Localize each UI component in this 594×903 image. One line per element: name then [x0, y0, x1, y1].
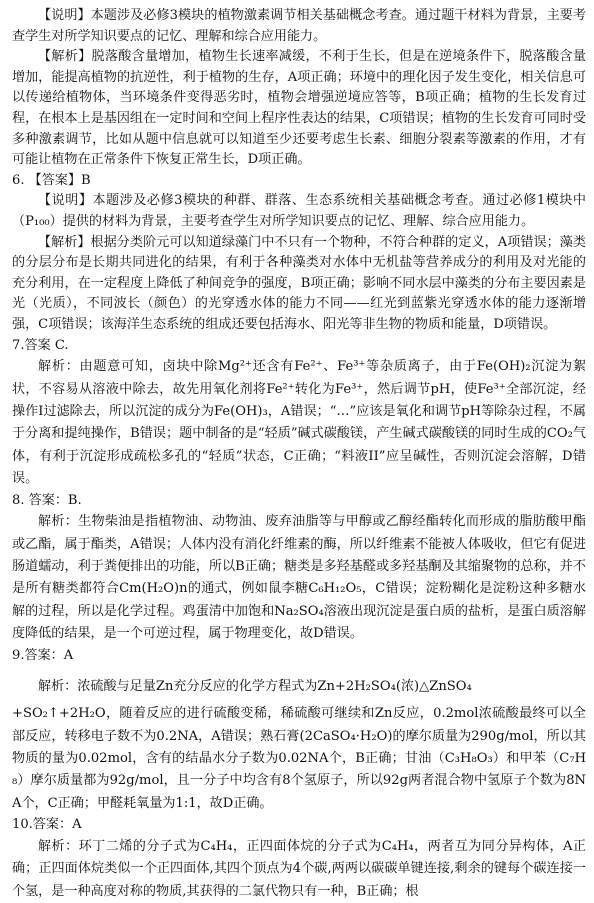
- analysis-q10: 解析：环丁二烯的分子式为C₄H₄，正四面体烷的分子式为C₄H₄，两者互为同分异构体，A正确；正四面体烷类似一个正四面体,其四个顶点为4个碳,两两以碳碳单键连接,剩余的键每个碳连接一个氢，是一种高度对称的物质,其获得的二氯代物只有一种，B正确；根: [12, 838, 586, 899]
- analysis-q9: +SO₂↑+2H₂O，随着反应的进行硫酸变稀，稀硫酸可继续和Zn反应，0.2mol浓硫酸最终可以全部反应，转移电子数不为0.2NA，A错误；熟石膏(2CaSO₄·H₂O)的摩尔质量为290g/mol，所以其物质的量为0.02mol，含有的结晶水分子数为0.02NA个，B正确；甘油（C₃H₈O₃）和甲苯（C₇H₈）摩尔质量都为92g/mol，且一分子中均含有8个氢原子，所以92g两者混合物中氢原子个数为8NA个，C正确；甲醛耗氧量为1:1，故D正确。: [12, 706, 586, 811]
- analysis-q8: 解析：生物柴油是指植物油、动物油、废弃油脂等与甲醇或乙醇经酯转化而形成的脂肪酸甲酯或乙酯，属于酯类，A错误；人体内没有消化纤维素的酶，所以纤维素不能被人体吸收，但它有促进肠道蠕动，利于粪便排出的功能，所以B正确；糖类是多羟基醛或多羟基酮及其缩聚物的总称，并不是所有糖类都符合Cm(H₂O)n的通式，例如鼠李糖C₆H₁₂O₅，C错误；淀粉糊化是淀粉这种多糖水解的过程，所以是化学过程。鸡蛋清中加饱和Na₂SO₄溶液出现沉淀是蛋白质的盐析，是蛋白质溶解度降低的结果，是一个可逆过程，属于物理变化，故D错误。: [12, 514, 586, 642]
- answer-q8: 8. 答案：B.: [12, 492, 82, 508]
- analysis-q6: 【解析】根据分类阶元可以知道绿藻门中不只有一个物种，不符合种群的定义，A项错误；藻类的分层分布是长期共同进化的结果，有利于各种藻类对水体中无机盐等营养成分的利用及对光能的充分利用，在一定程度上降低了种间竞争的强度，B项正确；影响不同水层中藻类的分布主要因素是光（光质），不同波长（颜色）的光穿透水体的能力不同——红光到蓝紫光穿透水体的能力逐渐增强，C项错误；该海洋生态系统的组成还要包括海水、阳光等非生物的物质和能量，D项错误。: [12, 234, 586, 332]
- explanation-q5: 【说明】本题涉及必修3模块的植物激素调节相关基础概念考查。通过题干材料为背景，主要考查学生对所学知识要点的记忆、理解和综合应用能力。: [12, 8, 586, 44]
- analysis-q5: 【解析】脱落酸含量增加，植物生长速率减缓，不利于生长，但是在逆境条件下，脱落酸含量增加，能提高植物的抗逆性，利于植物的生存，A项正确；环境中的理化因子发生变化，相关信息可以传递给植物体，当环境条件变得恶劣时，植物会增强逆境应答等，B项正确；植物的生长发育过程，在根本上是基因组在一定时间和空间上程序性表达的结果，C项错误；植物的生长发育可同时受多种激素调节，比如从题中信息就可以知道至少还要考虑生长素、细胞分裂素等激素的作用，才有可能让植物在正常条件下恢复正常生长，D项正确。: [12, 49, 586, 168]
- analysis-q7: 解析：由题意可知，卤块中除Mg²⁺还含有Fe²⁺、Fe³⁺等杂质离子，由于Fe(OH)₂沉淀为絮状，不容易从溶液中除去，故先用氧化剂将Fe²⁺转化为Fe³⁺，然后调节pH，使Fe³⁺全部沉淀，经操作I过滤除去，所以沉淀的成分为Fe(OH)₃，A错误；“…”应该是氧化和调节pH等除杂过程，不属于分离和提纯操作，B错误；题中制备的是“轻质”碱式碳酸镁，产生碱式碳酸镁的同时生成的CO₂气体，有利于沉淀形成疏松多孔的“轻质”状态，C正确；“料液II”应呈碱性，否则沉淀会溶解，D错误。: [12, 359, 586, 487]
- explanation-q6: 【说明】本题涉及必修3模块的种群、群落、生态系统相关基础概念考查。通过必修1模块中（P₁₀₀）提供的材料为背景，主要考查学生对所学知识要点的记忆、理解、综合应用能力。: [12, 193, 586, 229]
- answer-q7: 7.答案 C.: [12, 337, 69, 353]
- answer-q9: 9.答案：A: [12, 647, 74, 663]
- answer-q10: 10.答案：A: [12, 817, 82, 833]
- analysis-q9-equation: 解析：浓硫酸与足量Zn充分反应的化学方程式为Zn+2H₂SO₄(浓)△ZnSO₄: [38, 679, 472, 695]
- answer-q6: 6. 【答案】B: [12, 172, 91, 188]
- document-page: [12, 6, 586, 903]
